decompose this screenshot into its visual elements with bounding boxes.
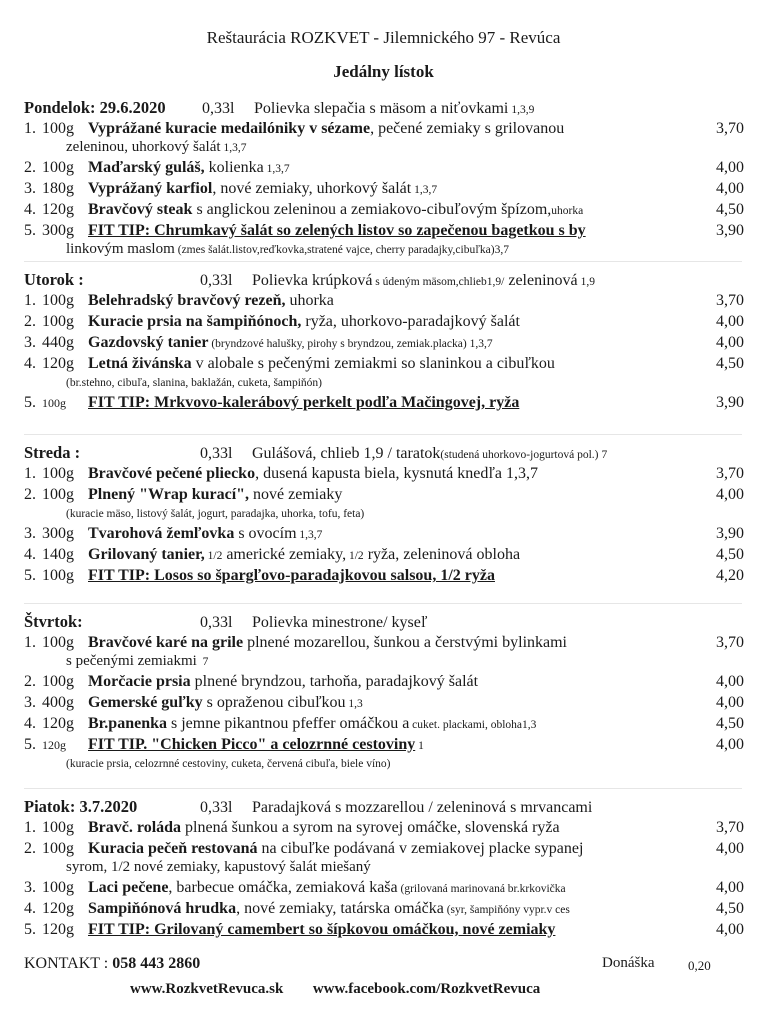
- item-weight: 100g: [42, 879, 74, 896]
- item-name: Vyprážané kuracie medailóniky v sézame: [88, 120, 371, 137]
- item-weight: 100g: [42, 292, 74, 309]
- item-name: Gazdovský tanier: [88, 334, 209, 351]
- item-number: 5.: [24, 736, 36, 753]
- menu-item: [24, 355, 744, 373]
- item-continuation-small: (kuracie prsia, celozrnné cestoviny, cuketa, červená cibuľa, biele víno): [66, 758, 391, 770]
- item-description: nové zemiaky: [249, 486, 343, 503]
- item-price: 3,70: [716, 465, 744, 482]
- item-description: s opraženou cibuľkou: [202, 694, 346, 711]
- item-name: Laci pečene: [88, 879, 169, 896]
- menu-item: [24, 292, 744, 310]
- item-name: Sampiňónová hrudka: [88, 900, 237, 917]
- item-price: 4,50: [716, 546, 744, 563]
- day-label: Utorok :: [24, 270, 84, 289]
- item-continuation-text: s pečenými zemiakmi: [66, 653, 197, 669]
- item-description-small: (syr, šampiňóny vypr.v ces: [443, 904, 570, 916]
- item-description: s anglickou zeleninou a zemiakovo-cibuľovým špízom,: [192, 201, 552, 218]
- item-number: 1.: [24, 634, 36, 651]
- day-header: [24, 443, 744, 463]
- soup-alt: zeleninová: [504, 272, 578, 289]
- item-price: 3,90: [716, 394, 744, 411]
- day-separator: [24, 603, 742, 604]
- menu-item: [24, 159, 744, 177]
- item-number: 3.: [24, 879, 36, 896]
- item-weight: 120g: [42, 201, 74, 218]
- soup-name: Paradajková s mozzarellou / zeleninová s mrvancami: [252, 799, 593, 816]
- item-description: , pečené zemiaky s grilovanou: [370, 120, 565, 137]
- fit-tip-name: FIT TIP: Grilovaný camembert so šípkovou omáčkou, nové zemiaky: [88, 921, 556, 938]
- item-description: plnené bryndzou, tarhoňa, paradajkový šalát: [190, 673, 479, 690]
- item-price: 3,70: [716, 819, 744, 836]
- item-name: Vyprážaný karfiol: [88, 180, 213, 197]
- item-description: uhorka: [285, 292, 334, 309]
- item-number: 2.: [24, 673, 36, 690]
- menu-item: [24, 334, 744, 352]
- item-number: 5.: [24, 394, 36, 411]
- item-description: plnená šunkou a syrom na syrovej omáčke, slovenská ryža: [181, 819, 560, 836]
- item-number: 4.: [24, 546, 36, 563]
- day-label: Štvrtok:: [24, 612, 83, 631]
- item-description-small: uhorka: [551, 205, 584, 217]
- item-name: Gemerské guľky: [88, 694, 203, 711]
- menu-item: [24, 180, 744, 198]
- day-header: [24, 612, 744, 632]
- menu-item: [24, 715, 744, 733]
- footer-links-row: [130, 981, 767, 998]
- item-continuation: [66, 859, 371, 876]
- item-price: 4,00: [716, 736, 744, 753]
- soup-allergens: 1,3,9: [511, 104, 535, 116]
- menu-item: [24, 900, 744, 918]
- item-description-2: ryža, zeleninová obloha: [363, 546, 521, 563]
- item-price: 4,50: [716, 900, 744, 917]
- item-number: 5.: [24, 567, 36, 584]
- item-price: 4,20: [716, 567, 744, 584]
- item-continuation-small: (br.stehno, cibuľa, slanina, baklažán, cuketa, šampiňón): [66, 377, 322, 389]
- soup-note: (studená uhorkovo-jogurtová pol.): [440, 449, 599, 461]
- menu-item: [24, 694, 744, 712]
- item-weight: 180g: [42, 180, 74, 197]
- item-weight: 100g: [42, 465, 74, 482]
- item-continuation-text: zeleninou, uhorkový šalát: [66, 139, 221, 155]
- item-name: Maďarský guláš,: [88, 159, 205, 176]
- item-description-small: 1: [415, 740, 424, 752]
- item-description-small: 1,3,7: [296, 529, 323, 541]
- item-continuation: [66, 139, 247, 156]
- item-number: 2.: [24, 486, 36, 503]
- menu-item: [24, 879, 744, 897]
- item-weight: 120g: [42, 900, 74, 917]
- item-description: , nové zemiaky, tatárska omáčka: [236, 900, 444, 917]
- fit-tip-name: FIT TIP: Mrkvovo-kalerábový perkelt podľa Mačingovej, ryža: [88, 394, 520, 411]
- delivery-price: 0,20: [688, 958, 711, 973]
- item-number: 3.: [24, 694, 36, 711]
- delivery-label: Donáška: [602, 955, 655, 971]
- item-name: Bravčové karé na grile: [88, 634, 244, 651]
- menu-item: [24, 465, 744, 483]
- fit-tip-name: FIT TIP. "Chicken Picco" a celozrnné cestoviny: [88, 736, 416, 753]
- item-number: 4.: [24, 715, 36, 732]
- item-number: 4.: [24, 355, 36, 372]
- item-number: 2.: [24, 840, 36, 857]
- item-name: Kuracie prsia na šampiňónoch,: [88, 313, 302, 330]
- item-number: 4.: [24, 201, 36, 218]
- item-description: , nové zemiaky, uhorkový šalát: [212, 180, 412, 197]
- day-separator: [24, 788, 742, 789]
- item-description-small: 1/2: [204, 550, 223, 562]
- item-name: Br.panenka: [88, 715, 167, 732]
- menu-item: [24, 819, 744, 837]
- menu-item: [24, 840, 744, 858]
- item-price: 4,00: [716, 840, 744, 857]
- day-header: [24, 98, 744, 118]
- item-price: 4,50: [716, 201, 744, 218]
- soup-name: Polievka minestrone/ kyseľ: [252, 614, 428, 631]
- soup-note: s údeným mäsom,chlieb1,9/: [372, 276, 505, 288]
- item-name: Bravčový steak: [88, 201, 193, 218]
- item-number: 5.: [24, 222, 36, 239]
- soup-volume: 0,33l: [202, 100, 235, 117]
- menu-item: [24, 525, 744, 543]
- item-price: 4,00: [716, 313, 744, 330]
- item-continuation: [66, 241, 509, 258]
- item-continuation: [66, 505, 364, 522]
- menu-item: [24, 222, 744, 240]
- item-description: ryža, uhorkovo-paradajkový šalát: [301, 313, 520, 330]
- item-price: 4,50: [716, 715, 744, 732]
- item-weight: 400g: [42, 694, 74, 711]
- item-price: 4,00: [716, 673, 744, 690]
- soup-allergens: 7: [601, 449, 608, 461]
- item-price: 3,90: [716, 222, 744, 239]
- item-continuation-small: (zmes šalát.listov,reďkovka,stratené vajce, cherry paradajky,cibuľka)3,7: [177, 244, 509, 256]
- item-price: 4,00: [716, 159, 744, 176]
- item-continuation-text: syrom, 1/2 nové zemiaky, kapustový šalát miešaný: [66, 859, 371, 875]
- item-weight: 120g: [42, 738, 66, 752]
- fit-tip-name: FIT TIP: Chrumkavý šalát so zelených listov so zapečenou bagetkou s by: [88, 222, 586, 239]
- item-description: americké zemiaky,: [222, 546, 347, 563]
- item-number: 3.: [24, 525, 36, 542]
- item-number: 3.: [24, 334, 36, 351]
- day-label: Piatok: 3.7.2020: [24, 797, 138, 816]
- item-number: 1.: [24, 292, 36, 309]
- item-description: v alobale s pečenými zemiakmi so slaninkou a cibuľkou: [191, 355, 555, 372]
- item-description-small: 1,3,7: [263, 163, 290, 175]
- menu-item: [24, 201, 744, 219]
- contact-phone[interactable]: 058 443 2860: [112, 955, 201, 972]
- menu-heading: Jedálny lístok: [333, 62, 434, 81]
- item-continuation-small: 1,3,7: [223, 142, 247, 154]
- item-price: 3,70: [716, 292, 744, 309]
- item-description-small: 1,3,7: [411, 184, 438, 196]
- item-description: kolienka: [204, 159, 264, 176]
- soup-name: Polievka krúpková: [252, 272, 373, 289]
- item-description: na cibuľke podávaná v zemiakovej placke sypanej: [257, 840, 584, 857]
- item-weight: 120g: [42, 355, 74, 372]
- item-weight: 120g: [42, 715, 74, 732]
- item-weight: 100g: [42, 567, 74, 584]
- menu-item: [24, 546, 744, 564]
- day-separator: [24, 261, 742, 262]
- item-description-small-2: 1/2: [346, 550, 364, 562]
- item-name: Bravčové pečené pliecko: [88, 465, 256, 482]
- item-weight: 100g: [42, 313, 74, 330]
- item-continuation-small: 7: [199, 656, 209, 668]
- footer-contact-row: [24, 955, 744, 973]
- soup-allergens: 1,9: [580, 276, 596, 288]
- item-number: 2.: [24, 159, 36, 176]
- soup-volume: 0,33l: [200, 445, 233, 462]
- day-header: [24, 797, 744, 817]
- item-description: s jemne pikantnou pfeffer omáčkou a: [167, 715, 410, 732]
- item-price: 4,00: [716, 334, 744, 351]
- item-price: 3,90: [716, 525, 744, 542]
- contact-label: KONTAKT :: [24, 955, 109, 972]
- soup-volume: 0,33l: [200, 799, 233, 816]
- menu-item: [24, 567, 744, 585]
- soup-volume: 0,33l: [200, 614, 233, 631]
- item-weight: 300g: [42, 525, 74, 542]
- item-name: Morčacie prsia: [88, 673, 191, 690]
- menu-item: [24, 120, 744, 138]
- soup-name: Polievka slepačia s mäsom a niťovkami: [254, 100, 509, 117]
- item-weight: 100g: [42, 673, 74, 690]
- item-description-small: 1,3: [345, 698, 363, 710]
- item-name: Kuracia pečeň restovaná: [88, 840, 258, 857]
- item-weight: 100g: [42, 159, 74, 176]
- item-description: , barbecue omáčka, zemiaková kaša: [168, 879, 398, 896]
- soup-name: Gulášová, chlieb 1,9 / taratok: [252, 445, 441, 462]
- item-number: 1.: [24, 819, 36, 836]
- item-price: 4,00: [716, 486, 744, 503]
- facebook-link[interactable]: www.facebook.com/RozkvetRevuca: [312, 981, 541, 997]
- item-price: 4,00: [716, 921, 744, 938]
- item-weight: 140g: [42, 546, 74, 563]
- item-description-small: (bryndzové halušky, pirohy s bryndzou, zemiak.placka) 1,3,7: [208, 338, 493, 350]
- item-price: 3,70: [716, 634, 744, 651]
- item-price: 4,00: [716, 694, 744, 711]
- soup-volume: 0,33l: [200, 272, 233, 289]
- item-number: 5.: [24, 921, 36, 938]
- item-weight: 100g: [42, 396, 66, 410]
- item-name: Grilovaný tanier,: [88, 546, 205, 563]
- day-header: [24, 270, 744, 290]
- item-continuation-small: (kuracie mäso, listový šalát, jogurt, paradajka, uhorka, tofu, feta): [66, 508, 365, 520]
- item-continuation: [66, 653, 208, 670]
- item-number: 4.: [24, 900, 36, 917]
- menu-item: [24, 394, 744, 412]
- menu-item: [24, 486, 744, 504]
- item-description-small: (grilovaná marinovaná br.krkovička: [397, 883, 566, 895]
- item-weight: 100g: [42, 486, 74, 503]
- item-price: 4,00: [716, 180, 744, 197]
- item-weight: 300g: [42, 222, 74, 239]
- item-price: 3,70: [716, 120, 744, 137]
- item-description: s ovocím: [234, 525, 297, 542]
- day-separator: [24, 434, 742, 435]
- item-name: Plnený "Wrap kurací",: [88, 486, 250, 503]
- item-weight: 120g: [42, 921, 74, 938]
- menu-item: [24, 634, 744, 652]
- item-description: , dusená kapusta biela, kysnutá knedľa 1,3,7: [255, 465, 538, 482]
- day-label: Streda :: [24, 443, 81, 462]
- item-number: 1.: [24, 120, 36, 137]
- item-weight: 100g: [42, 819, 74, 836]
- item-continuation: [66, 755, 391, 772]
- menu-item: [24, 313, 744, 331]
- fit-tip-name: FIT TIP: Losos so špargľovo-paradajkovou salsou, 1/2 ryža: [88, 567, 495, 584]
- menu-item: [24, 673, 744, 691]
- day-label: Pondelok: 29.6.2020: [24, 98, 166, 117]
- item-name: Tvarohová žemľovka: [88, 525, 235, 542]
- item-continuation: [66, 374, 322, 391]
- menu-item: [24, 736, 744, 754]
- item-weight: 440g: [42, 334, 74, 351]
- item-description: plnené mozarellou, šunkou a čerstvými bylinkami: [243, 634, 567, 651]
- item-number: 2.: [24, 313, 36, 330]
- item-price: 4,00: [716, 879, 744, 896]
- item-name: Bravč. roláda: [88, 819, 182, 836]
- item-description-small: cuket. plackami, obloha1,3: [409, 719, 537, 731]
- item-weight: 100g: [42, 840, 74, 857]
- item-number: 3.: [24, 180, 36, 197]
- item-price: 4,50: [716, 355, 744, 372]
- item-weight: 100g: [42, 634, 74, 651]
- restaurant-title: Reštaurácia ROZKVET - Jilemnického 97 - Revúca: [206, 28, 561, 47]
- item-name: Belehradský bravčový rezeň,: [88, 292, 286, 309]
- menu-item: [24, 921, 744, 939]
- item-number: 1.: [24, 465, 36, 482]
- item-name: Letná živánska: [88, 355, 192, 372]
- item-weight: 100g: [42, 120, 74, 137]
- item-continuation-text: linkovým maslom: [66, 241, 175, 257]
- website-link[interactable]: www.RozkvetRevuca.sk: [130, 981, 284, 997]
